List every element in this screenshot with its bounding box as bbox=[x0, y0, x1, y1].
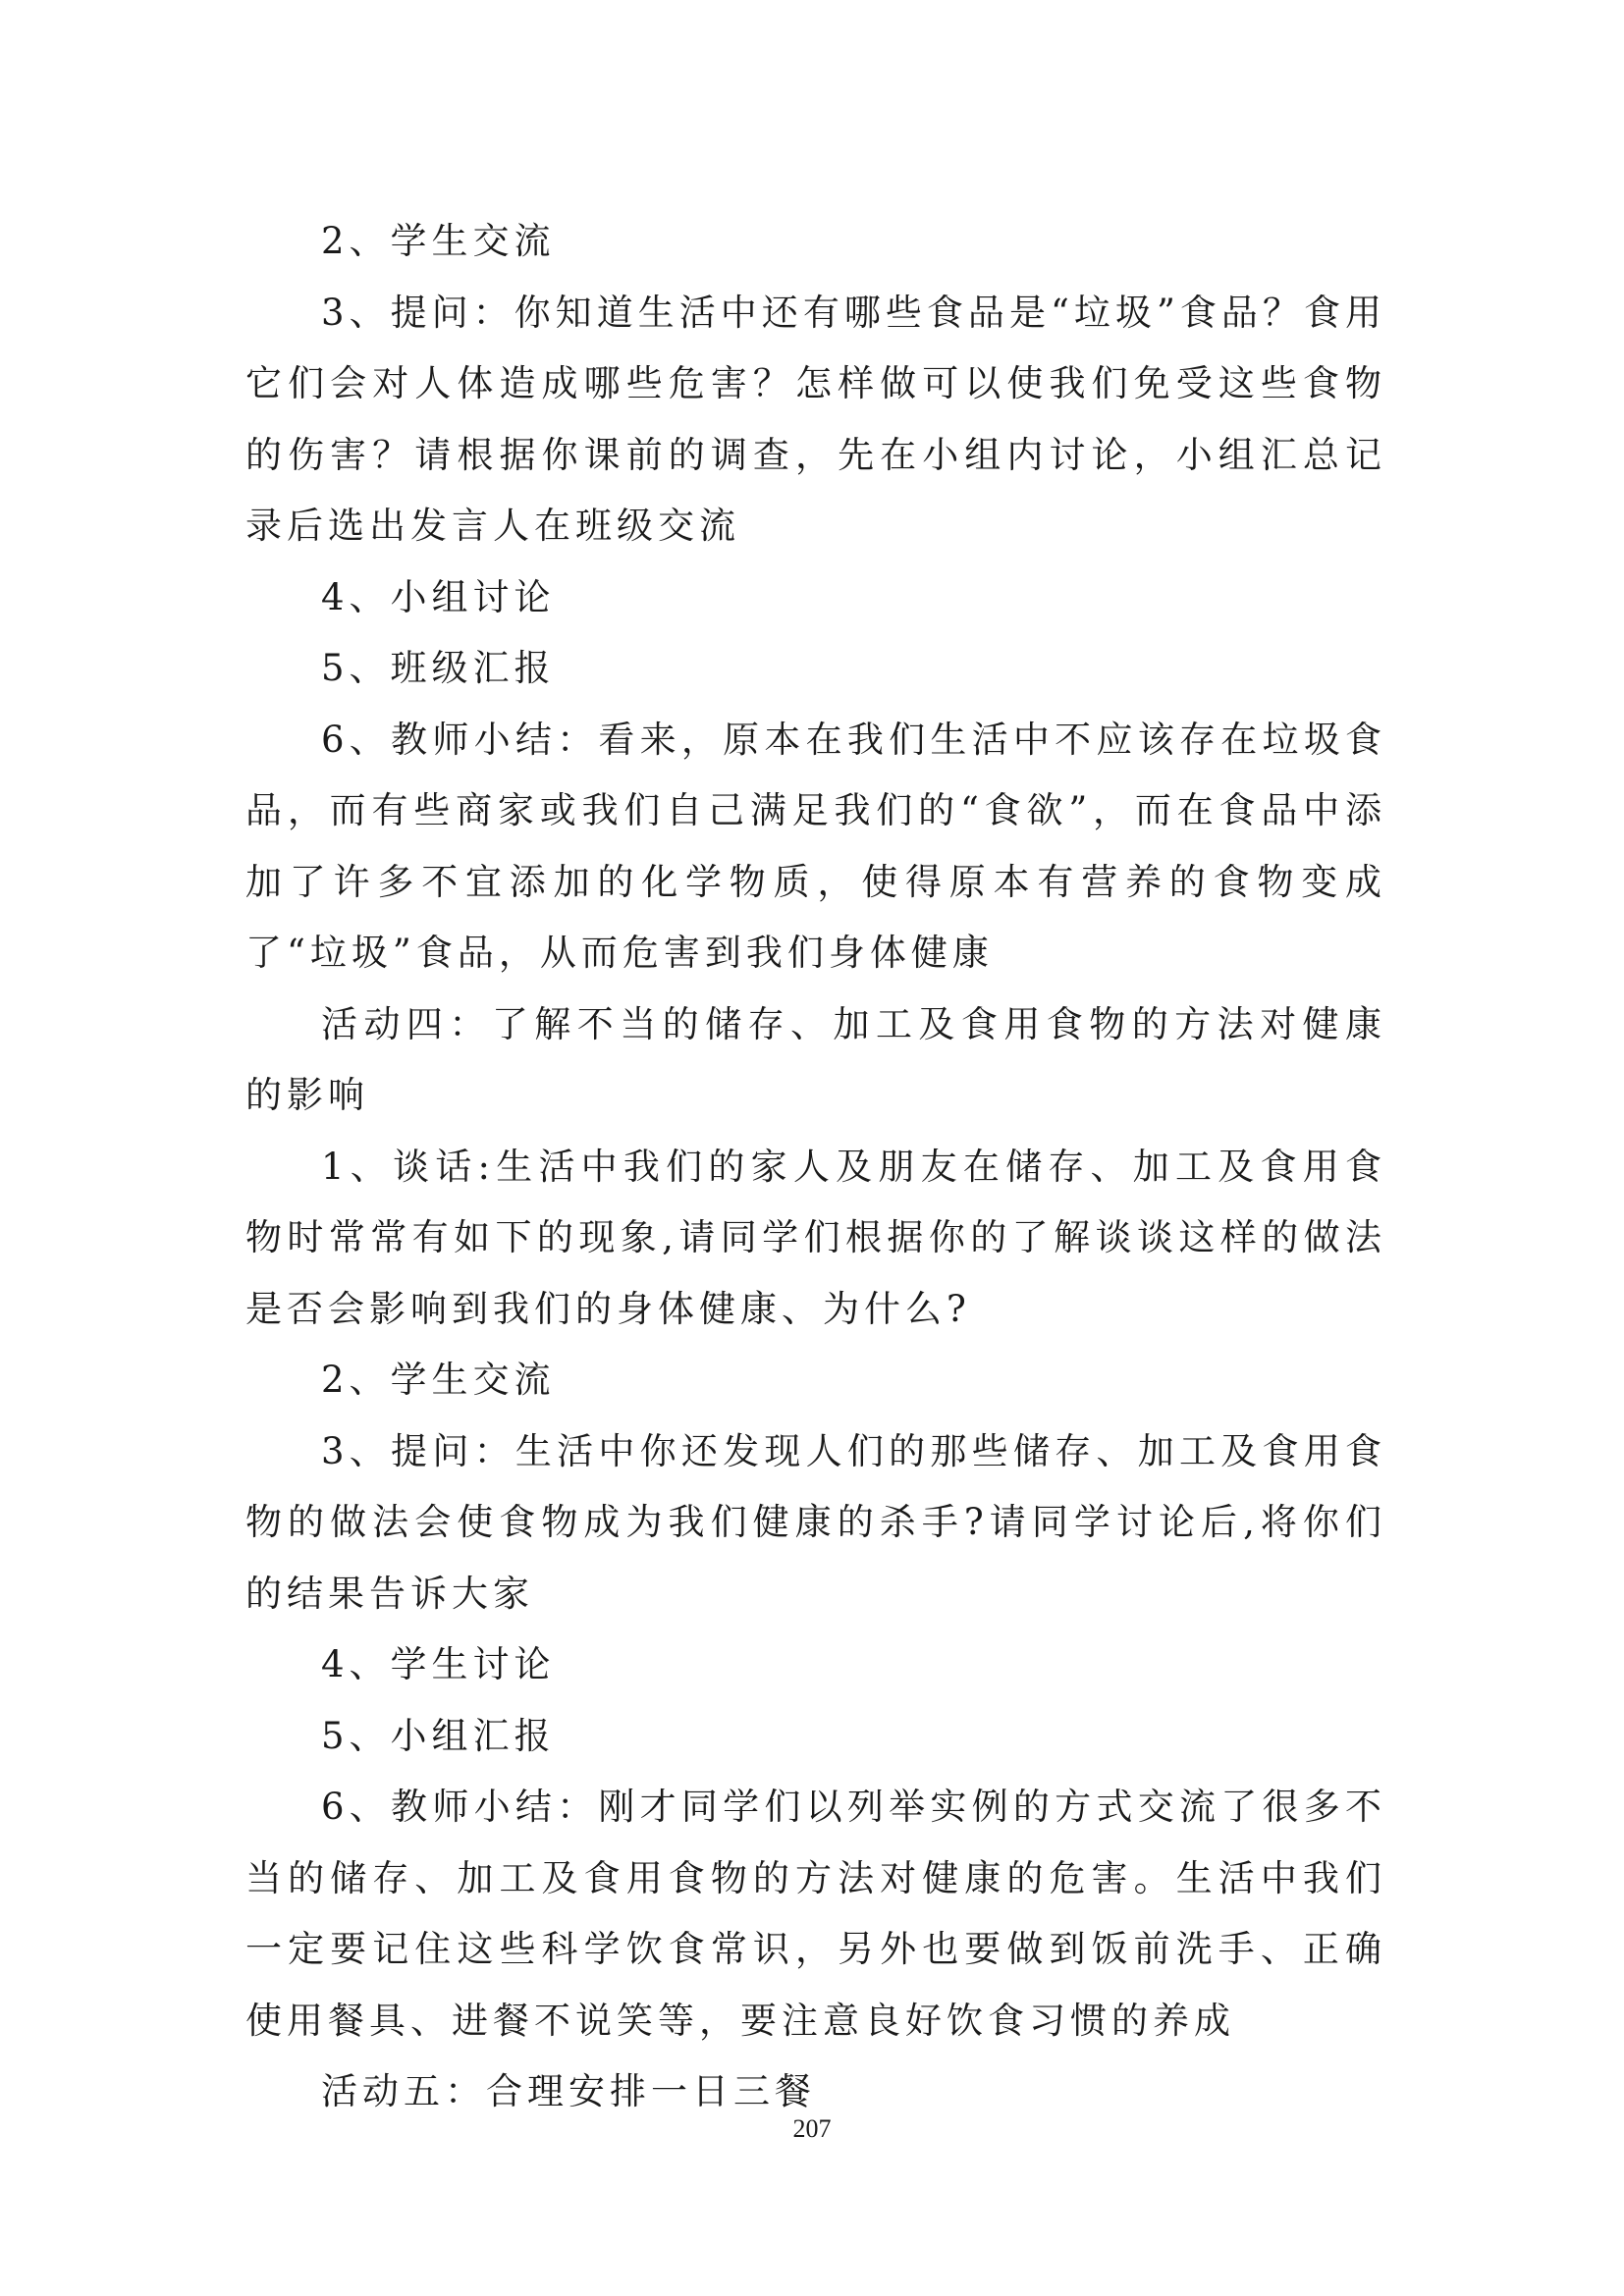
paragraph-question-storage: 3、提问：生活中你还发现人们的那些储存、加工及食用食物的做法会使食物成为我们健康的杀手?请同学讨论后,将你们的结果告诉大家 bbox=[245, 1429, 1386, 1615]
paragraph-teacher-summary-2: 6、教师小结：刚才同学们以列举实例的方式交流了很多不当的储存、加工及食用食物的方法对健康的危害。生活中我们一定要记住这些科学饮食常识，另外也要做到饭前洗手、正确使用餐具、进餐不说笑等，要注意良好饮食习惯的养成 bbox=[245, 1786, 1386, 2042]
paragraph-group-discussion: 4、小组讨论 bbox=[321, 575, 556, 618]
heading-activity-five: 活动五：合理安排一日三餐 bbox=[321, 2070, 816, 2112]
paragraph-teacher-summary-1: 6、教师小结：看来，原本在我们生活中不应该存在垃圾食品，而有些商家或我们自己满足我们的“食欲”，而在食品中添加了许多不宜添加的化学物质，使得原本有营养的食物变成了“垃圾”食品，从而危害到我们身体健康 bbox=[245, 718, 1386, 974]
paragraph-group-report: 5、小组汇报 bbox=[321, 1714, 556, 1757]
paragraph-question-junk-food: 3、提问：你知道生活中还有哪些食品是“垃圾”食品？食用它们会对人体造成哪些危害？怎样做可以使我们免受这些食物的伤害？请根据你课前的调查，先在小组内讨论，小组汇总记录后选出发言人在班级交流 bbox=[245, 291, 1386, 547]
document-body bbox=[245, 206, 1386, 2128]
heading-activity-four: 活动四：了解不当的储存、加工及食用食物的方法对健康的影响 bbox=[245, 1002, 1386, 1116]
page-number: 207 bbox=[792, 2114, 832, 2143]
paragraph-talk: 1、谈话:生活中我们的家人及朋友在储存、加工及食用食物时常常有如下的现象,请同学们根据你的了解谈谈这样的做法是否会影响到我们的身体健康、为什么? bbox=[245, 1145, 1386, 1330]
paragraph-student-discussion: 4、学生讨论 bbox=[321, 1643, 556, 1685]
paragraph-student-exchange-2: 2、学生交流 bbox=[321, 1359, 556, 1401]
paragraph-student-exchange-1: 2、学生交流 bbox=[321, 220, 556, 262]
paragraph-class-report: 5、班级汇报 bbox=[321, 647, 556, 689]
